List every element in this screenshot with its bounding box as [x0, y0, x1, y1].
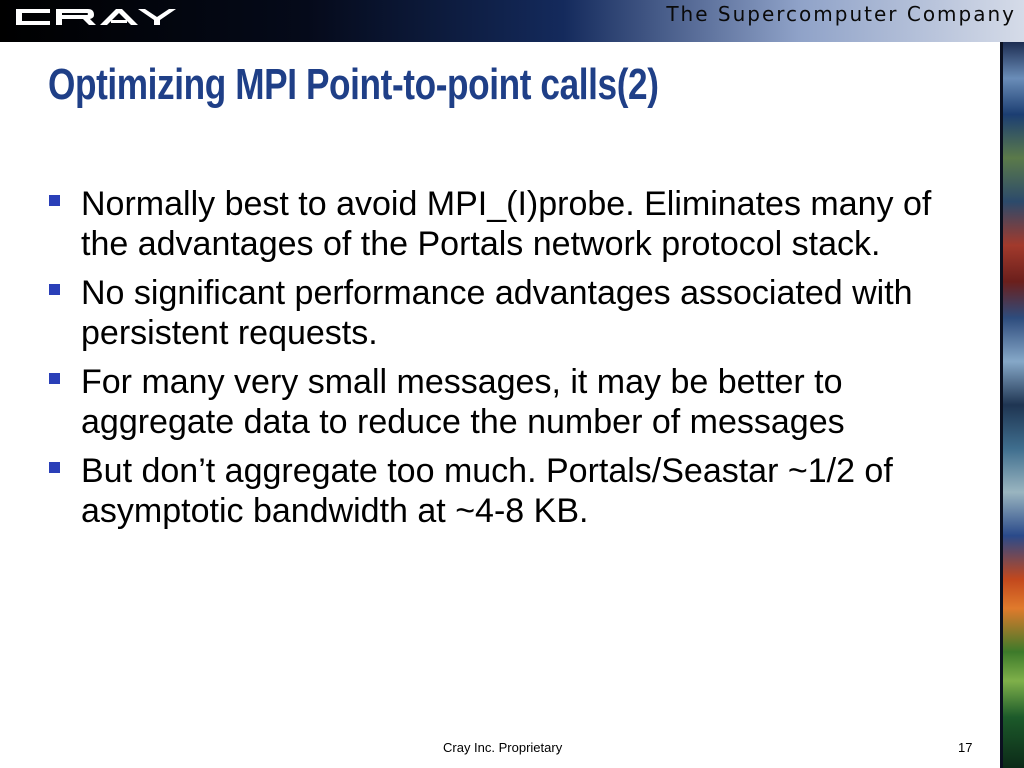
square-bullet-icon [49, 373, 60, 384]
decorative-image-strip [1003, 42, 1024, 768]
square-bullet-icon [49, 195, 60, 206]
cray-logo [14, 5, 180, 29]
header-banner [0, 0, 1024, 42]
page-number: 17 [958, 740, 973, 755]
square-bullet-icon [49, 284, 60, 295]
bullet-text: But don’t aggregate too much. Portals/Seastar ~1/2 of asymptotic bandwidth at ~4-8 KB. [81, 452, 893, 530]
square-bullet-icon [49, 462, 60, 473]
bullet-item [48, 273, 988, 353]
bullet-text: Normally best to avoid MPI_(I)probe. Eliminates many of the advantages of the Portals network protocol stack. [81, 185, 932, 263]
footer-proprietary-label: Cray Inc. Proprietary [443, 740, 563, 755]
bullet-item [48, 362, 988, 442]
bullet-item [48, 451, 988, 531]
bullet-text: No significant performance advantages associated with persistent requests. [81, 274, 913, 352]
bullet-item [48, 184, 988, 264]
bullet-list [48, 184, 988, 540]
bullet-text: For many very small messages, it may be better to aggregate data to reduce the number of messages [81, 363, 845, 441]
slide-title: Optimizing MPI Point-to-point calls(2) [48, 60, 659, 109]
company-tagline: The Supercomputer Company [666, 2, 1016, 26]
